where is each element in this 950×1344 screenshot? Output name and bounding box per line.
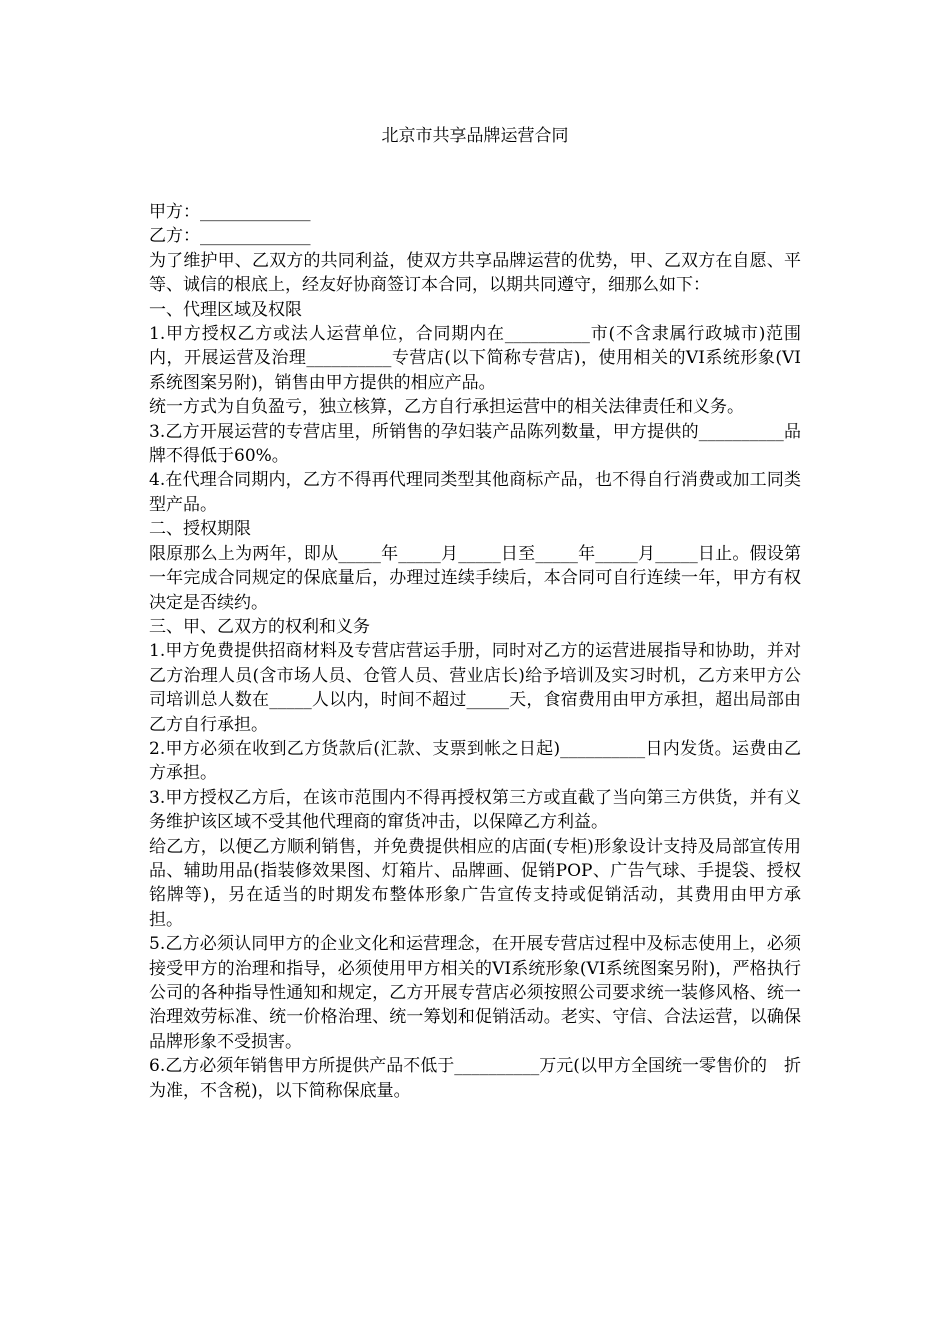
document-title: 北京市共享品牌运营合同 <box>381 126 569 146</box>
clause-paragraph: 2.甲方必须在收到乙方货款后(汇款、支票到帐之日起)__________日内发货。运费由乙方承担。 <box>149 738 801 784</box>
clause-paragraph: 给乙方，以便乙方顺利销售，并免费提供相应的店面(专柜)形象设计支持及局部宣传用品、辅助用品(指装修效果图、灯箱片、品牌画、促销POP、广告气球、手提袋、授权铭牌等)，另在适当的时期发布整体形象广告宣传支持或促销活动，其费用由甲方承担。 <box>149 836 801 930</box>
clause-paragraph: 统一方式为自负盈亏，独立核算，乙方自行承担运营中的相关法律责任和义务。 <box>149 397 744 418</box>
clause-paragraph: 限原那么上为两年，即从_____年_____月_____日至_____年_____月_____日止。假设第一年完成合同规定的保底量后，办理过连续手续后，本合同可自行连续一年，甲方有权决定是否续约。 <box>149 543 801 613</box>
clause-paragraph: 5.乙方必须认同甲方的企业文化和运营理念，在开展专营店过程中及标志使用上，必须接受甲方的治理和指导，必须使用甲方相关的VI系统形象(VI系统图案另附)，严格执行公司的各种指导性通知和规定，乙方开展专营店必须按照公司要求统一装修风格、统一治理效劳标准、统一价格治理、统一筹划和促销活动。老实、守信、合法运营，以确保品牌形象不受损害。 <box>149 934 801 1052</box>
document-body <box>149 200 801 1103</box>
section-heading-3: 三、甲、乙双方的权利和义务 <box>149 616 370 637</box>
preamble-paragraph: 为了维护甲、乙双方的共同利益，使双方共享品牌运营的优势，甲、乙双方在自愿、平等、诚信的根底上，经友好协商签订本合同，以期共同遵守，细那么如下： <box>149 250 801 296</box>
clause-paragraph: 3.乙方开展运营的专营店里，所销售的孕妇装产品陈列数量，甲方提供的__________品牌不得低于60%。 <box>149 421 801 467</box>
section-heading-1: 一、代理区域及权限 <box>149 299 302 320</box>
section-heading-2: 二、授权期限 <box>149 519 251 540</box>
clause-paragraph: 6.乙方必须年销售甲方所提供产品不低于__________万元(以甲方全国统一零售价的 折为准，不含税)，以下简称保底量。 <box>149 1056 801 1101</box>
clause-paragraph: 3.甲方授权乙方后，在该市范围内不得再授权第三方或直截了当向第三方供货，并有义务维护该区域不受其他代理商的窜货冲击，以保障乙方利益。 <box>149 787 801 833</box>
party-a-line: 甲方：_____________ <box>149 202 311 222</box>
party-b-line: 乙方：_____________ <box>149 226 311 247</box>
clause-paragraph: 1.甲方免费提供招商材料及专营店营运手册，同时对乙方的运营进展指导和协助，并对乙方治理人员(含市场人员、仓管人员、营业店长)给予培训及实习时机，乙方来甲方公司培训总人数在_____人以内，时间不超过_____天，食宿费用由甲方承担，超出局部由乙方自行承担。 <box>149 641 801 735</box>
clause-paragraph: 4.在代理合同期内，乙方不得再代理同类型其他商标产品，也不得自行消费或加工同类型产品。 <box>149 470 801 515</box>
clause-paragraph: 1.甲方授权乙方或法人运营单位，合同期内在__________市(不含隶属行政城市)范围内，开展运营及治理__________专营店(以下简称专营店)，使用相关的VI系统形象(VI系统图案另附)，销售由甲方提供的相应产品。 <box>149 324 801 393</box>
